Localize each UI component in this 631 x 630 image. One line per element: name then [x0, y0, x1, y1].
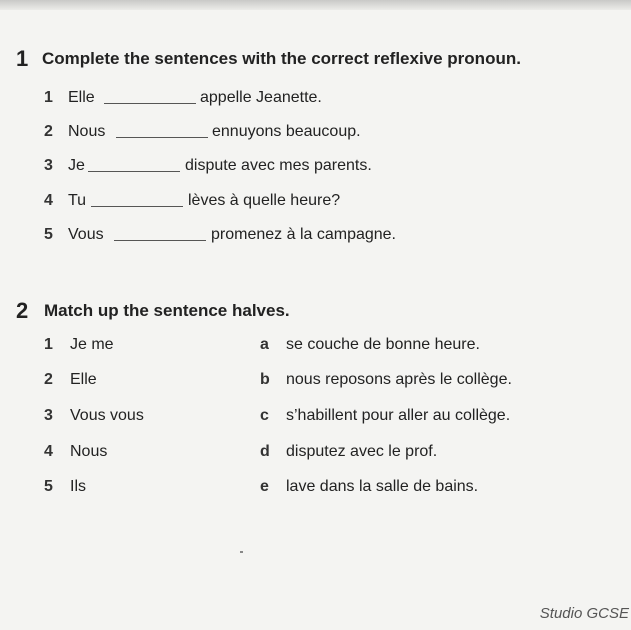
item-number: 2 — [44, 123, 53, 140]
right-half-letter: c — [260, 407, 269, 424]
exercise-2 — [0, 298, 631, 495]
item-subject: Tu — [68, 192, 87, 209]
exercise-2-row — [0, 407, 631, 431]
exercise-2-number: 2 — [16, 298, 29, 323]
left-half-number: 1 — [44, 336, 53, 353]
right-half-text: s’habillent pour aller au collège. — [286, 407, 511, 424]
right-half-text: disputez avec le prof. — [286, 443, 438, 460]
exercise-2-row — [0, 336, 631, 360]
item-number: 3 — [44, 157, 53, 174]
exercise-1-item — [0, 226, 631, 250]
exercise-1-item — [0, 123, 631, 147]
right-half-letter: e — [260, 478, 269, 495]
left-half-text: Ils — [70, 478, 86, 495]
exercise-2-row — [0, 371, 631, 395]
left-half-number: 4 — [44, 443, 53, 460]
exercise-1 — [0, 46, 631, 243]
item-number: 4 — [44, 192, 53, 209]
answer-blank[interactable] — [91, 206, 183, 207]
right-half-text: se couche de bonne heure. — [286, 336, 480, 353]
answer-blank[interactable] — [116, 137, 208, 138]
exercise-1-item — [0, 89, 631, 113]
exercise-2-instruction: Match up the sentence halves. — [44, 301, 290, 320]
exercise-1-number: 1 — [16, 46, 29, 71]
left-half-number: 3 — [44, 407, 53, 424]
answer-blank[interactable] — [114, 240, 206, 241]
right-half-text: lave dans la salle de bains. — [286, 478, 479, 495]
item-rest: ennuyons beaucoup. — [212, 123, 361, 140]
exercise-2-header — [0, 298, 631, 326]
exercise-1-header — [0, 46, 631, 74]
item-subject: Vous — [68, 226, 104, 243]
left-half-text: Je me — [70, 336, 114, 353]
item-rest: lèves à quelle heure? — [188, 192, 341, 209]
left-half-text: Vous vous — [70, 407, 144, 424]
answer-blank[interactable] — [104, 103, 196, 104]
item-subject: Elle — [68, 89, 95, 106]
footer-publication-title: Studio GCSE — [539, 605, 629, 622]
right-half-text: nous reposons après le collège. — [286, 371, 512, 388]
right-half-letter: d — [260, 443, 270, 460]
item-number: 1 — [44, 89, 53, 106]
item-rest: dispute avec mes parents. — [185, 157, 372, 174]
right-half-letter: a — [260, 336, 269, 353]
left-half-text: Nous — [70, 443, 108, 460]
item-subject: Nous — [68, 123, 106, 140]
item-number: 5 — [44, 226, 53, 243]
exercise-1-item — [0, 192, 631, 216]
right-half-letter: b — [260, 371, 270, 388]
exercise-1-item — [0, 157, 631, 181]
left-half-number: 5 — [44, 478, 53, 495]
item-subject: Je — [68, 157, 85, 174]
item-rest: promenez à la campagne. — [211, 226, 396, 243]
answer-blank[interactable] — [88, 171, 180, 172]
exercise-2-row — [0, 478, 631, 502]
page-top-edge — [0, 0, 631, 10]
exercise-1-instruction: Complete the sentences with the correct reflexive pronoun. — [42, 49, 521, 68]
exercise-2-row — [0, 443, 631, 467]
left-half-number: 2 — [44, 371, 53, 388]
left-half-text: Elle — [70, 371, 97, 388]
print-speck — [240, 551, 243, 553]
item-rest: appelle Jeanette. — [200, 89, 322, 106]
